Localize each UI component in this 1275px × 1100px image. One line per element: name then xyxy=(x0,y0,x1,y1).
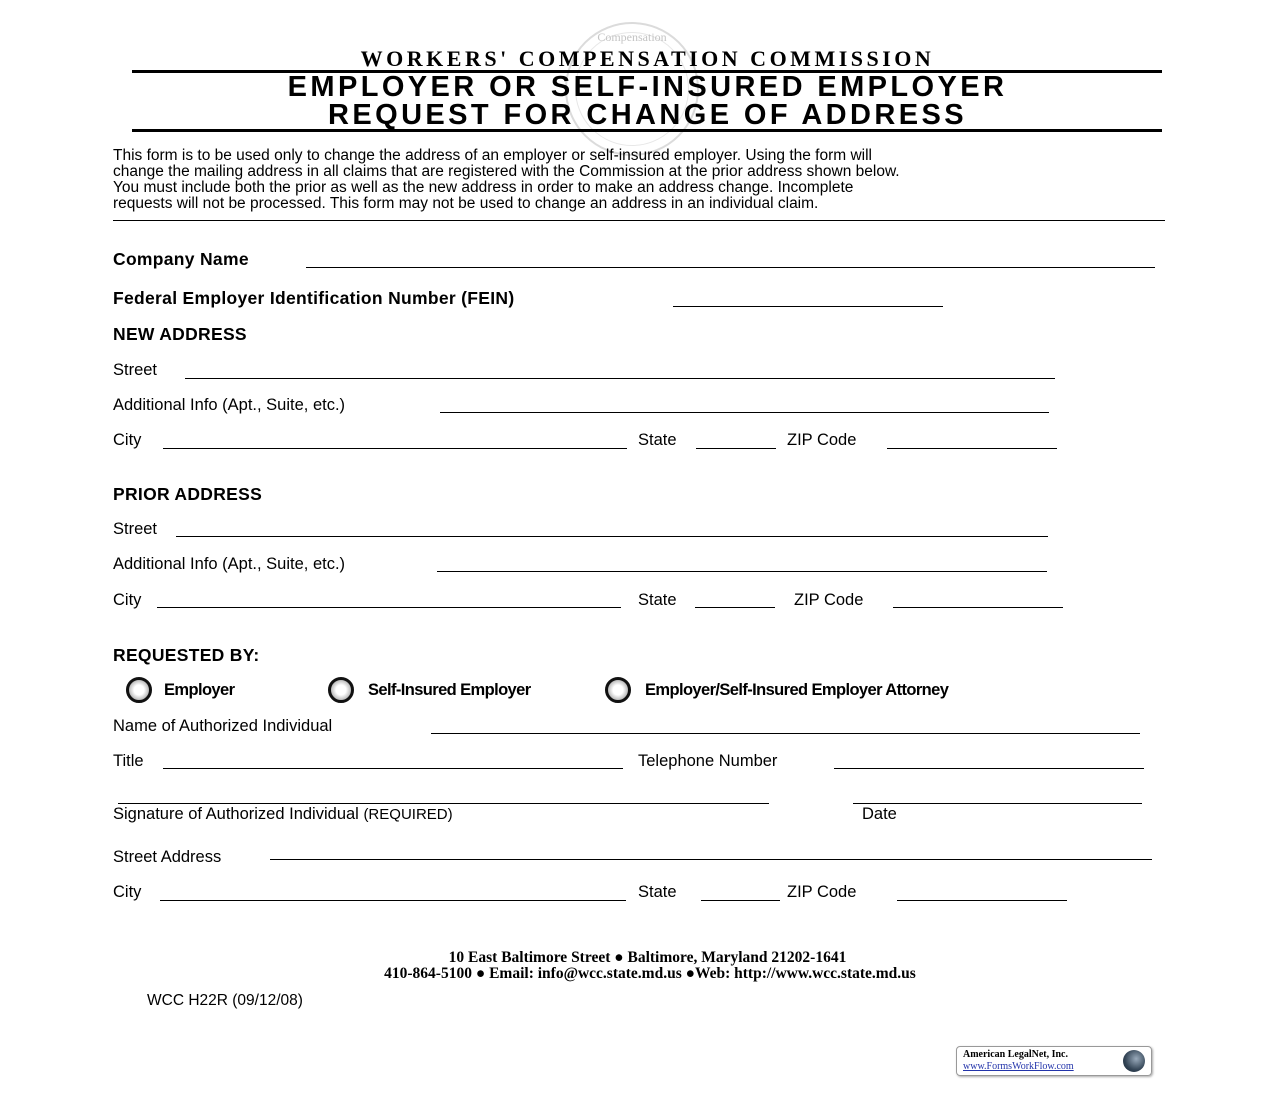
requester-zip-label: ZIP Code xyxy=(787,883,857,901)
street-address-field[interactable] xyxy=(270,859,1152,860)
required-note: (REQUIRED) xyxy=(363,806,453,823)
date-label: Date xyxy=(862,805,897,823)
american-legalnet-badge[interactable] xyxy=(956,1046,1152,1076)
footer-address: 10 East Baltimore Street ● Baltimore, Maryland 21202-1641 xyxy=(448,949,847,966)
new-city-label: City xyxy=(113,431,142,449)
authorized-name-label: Name of Authorized Individual xyxy=(113,717,333,735)
globe-icon xyxy=(1123,1050,1145,1072)
new-zip-field[interactable] xyxy=(887,448,1057,449)
prior-city-field[interactable] xyxy=(157,607,621,608)
signature-label xyxy=(113,804,453,825)
intro-line: You must include both the prior as well as the new address in order to make an address change. Incomplete xyxy=(113,179,854,196)
new-address-heading: NEW ADDRESS xyxy=(113,324,247,344)
attorney-radio-label: Employer/Self-Insured Employer Attorney xyxy=(645,681,949,699)
form-title-line1: EMPLOYER OR SELF-INSURED EMPLOYER xyxy=(287,71,1008,103)
self-insured-employer-radio-label: Self-Insured Employer xyxy=(368,681,531,699)
agency-name: WORKERS' COMPENSATION COMMISSION xyxy=(360,46,935,71)
requested-by-heading: REQUESTED BY: xyxy=(113,645,260,665)
requester-city-label: City xyxy=(113,883,142,901)
prior-state-field[interactable] xyxy=(695,607,775,608)
badge-company: American LegalNet, Inc. xyxy=(963,1049,1068,1060)
prior-address-heading: PRIOR ADDRESS xyxy=(113,484,263,504)
prior-street-label: Street xyxy=(113,520,158,538)
attorney-radio[interactable] xyxy=(605,677,631,703)
divider xyxy=(132,129,1162,132)
prior-additional-label: Additional Info (Apt., Suite, etc.) xyxy=(113,555,346,573)
form-id: WCC H22R (09/12/08) xyxy=(147,992,303,1009)
footer-contact: 410-864-5100 ● Email: info@wcc.state.md.us ●Web: http://www.wcc.state.md.us xyxy=(384,965,916,982)
new-zip-label: ZIP Code xyxy=(787,431,857,449)
fein-field[interactable] xyxy=(673,306,943,307)
prior-state-label: State xyxy=(638,591,677,609)
requester-city-field[interactable] xyxy=(160,900,626,901)
title-label: Title xyxy=(113,752,144,770)
new-state-label: State xyxy=(638,431,677,449)
prior-street-field[interactable] xyxy=(176,536,1048,537)
divider xyxy=(113,220,1165,221)
new-city-field[interactable] xyxy=(163,448,627,449)
new-state-field[interactable] xyxy=(696,448,776,449)
prior-zip-field[interactable] xyxy=(893,607,1063,608)
intro-line: This form is to be used only to change the address of an employer or self-insured employer. Using the form will xyxy=(113,147,873,164)
new-additional-label: Additional Info (Apt., Suite, etc.) xyxy=(113,396,346,414)
employer-radio[interactable] xyxy=(126,677,152,703)
authorized-name-field[interactable] xyxy=(431,733,1140,734)
employer-radio-label: Employer xyxy=(164,681,235,699)
fein-label: Federal Employer Identification Number (FEIN) xyxy=(113,288,515,308)
new-street-label: Street xyxy=(113,361,158,379)
seal-lettering: Compensation xyxy=(597,30,667,44)
title-field[interactable] xyxy=(163,768,623,769)
street-address-label: Street Address xyxy=(113,848,222,866)
self-insured-employer-radio[interactable] xyxy=(328,677,354,703)
telephone-label: Telephone Number xyxy=(638,752,778,770)
new-street-field[interactable] xyxy=(185,378,1055,379)
intro-line: requests will not be processed. This form may not be used to change an address in an individual claim. xyxy=(113,195,819,212)
telephone-field[interactable] xyxy=(834,768,1144,769)
company-name-field[interactable] xyxy=(306,267,1155,268)
intro-line: change the mailing address in all claims that are registered with the Commission at the prior address shown below. xyxy=(113,163,900,180)
signature-label-text: Signature of Authorized Individual xyxy=(113,805,359,823)
new-additional-field[interactable] xyxy=(440,412,1049,413)
badge-url[interactable]: www.FormsWorkFlow.com xyxy=(963,1061,1074,1072)
prior-city-label: City xyxy=(113,591,142,609)
requester-state-field[interactable] xyxy=(701,900,780,901)
requester-state-label: State xyxy=(638,883,677,901)
prior-zip-label: ZIP Code xyxy=(794,591,864,609)
prior-additional-field[interactable] xyxy=(437,571,1047,572)
company-name-label: Company Name xyxy=(113,249,249,269)
requester-zip-field[interactable] xyxy=(897,900,1067,901)
form-title-line2: REQUEST FOR CHANGE OF ADDRESS xyxy=(328,99,967,131)
